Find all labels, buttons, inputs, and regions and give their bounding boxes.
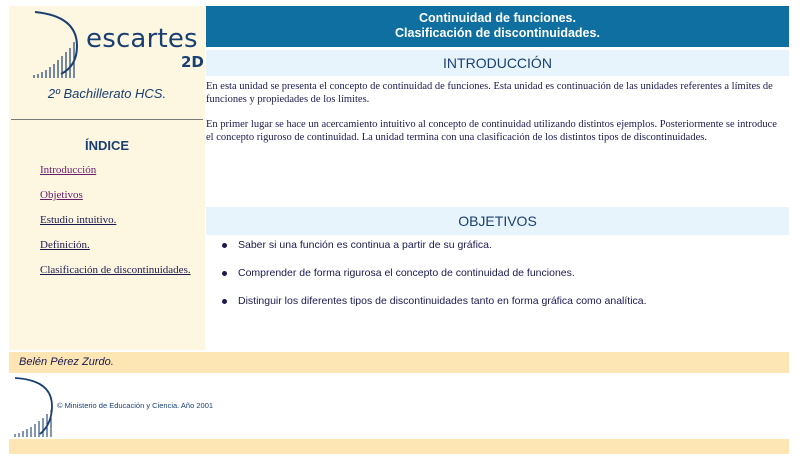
index-title: ÍNDICE bbox=[84, 138, 130, 153]
index-list bbox=[40, 164, 191, 289]
intro-paragraph-2: En primer lugar se hace un acercamiento intuitivo al concepto de continuidad utilizando distintos ejemplos. Posteriormente se introduce el concepto riguroso de continuidad. La unidad termina con una clasificación de los distintos tipos de discontinuidades. bbox=[206, 119, 777, 143]
index-link-introduccion[interactable]: Introducción bbox=[40, 164, 97, 176]
index-item-definicion bbox=[40, 239, 191, 264]
bottom-bar bbox=[9, 439, 789, 454]
index-link-clasificacion[interactable]: Clasificación de discontinuidades. bbox=[40, 264, 191, 276]
objective-text: Distinguir los diferentes tipos de discontinuidades tanto en forma gráfica como analítica. bbox=[238, 295, 647, 307]
page-header bbox=[206, 6, 789, 47]
index-item-estudio-intuitivo bbox=[40, 214, 191, 239]
sidebar-divider bbox=[11, 119, 203, 120]
course-label: 2º Bachillerato HCS. bbox=[47, 86, 167, 101]
author-bar bbox=[9, 352, 789, 373]
objective-item bbox=[222, 294, 647, 322]
bullet-icon bbox=[222, 271, 227, 276]
objective-text: Saber si una función es continua a partir de su gráfica. bbox=[238, 239, 492, 251]
index-item-clasificacion bbox=[40, 264, 191, 289]
bullet-icon bbox=[222, 243, 227, 248]
index-item-objetivos bbox=[40, 189, 191, 214]
footer-logo bbox=[12, 376, 56, 438]
index-link-definicion[interactable]: Definición. bbox=[40, 239, 90, 251]
objective-text: Comprender de forma rigurosa el concepto de continuidad de funciones. bbox=[238, 267, 575, 279]
logo-2d: 2D bbox=[181, 53, 204, 71]
objectives-heading: OBJETIVOS bbox=[206, 207, 789, 235]
index-link-objetivos[interactable]: Objetivos bbox=[40, 189, 83, 201]
intro-paragraph-1: En esta unidad se presenta el concepto de continuidad de funciones. Esta unidad es continuación de las unidades referentes a límites de funciones y propiedades de los límites. bbox=[206, 81, 773, 105]
index-link-estudio-intuitivo[interactable]: Estudio intuitivo. bbox=[40, 214, 117, 226]
index-item-introduccion bbox=[40, 164, 191, 189]
objective-item bbox=[222, 238, 647, 266]
objective-item bbox=[222, 266, 647, 294]
copyright-text: © Ministerio de Educación y Ciencia. Año 2001 bbox=[57, 401, 214, 410]
descartes-logo bbox=[31, 10, 204, 80]
sidebar bbox=[9, 6, 205, 350]
author-name: Belén Pérez Zurdo. bbox=[19, 356, 114, 368]
footer-logo-bars-icon bbox=[12, 376, 56, 438]
logo-word: escartes bbox=[86, 24, 198, 54]
page-title-line1: Continuidad de funciones. bbox=[419, 11, 576, 25]
page-title-line2: Clasificación de discontinuidades. bbox=[395, 26, 600, 40]
objectives-list bbox=[222, 238, 647, 322]
bullet-icon bbox=[222, 299, 227, 304]
intro-heading: INTRODUCCIÓN bbox=[206, 50, 789, 76]
